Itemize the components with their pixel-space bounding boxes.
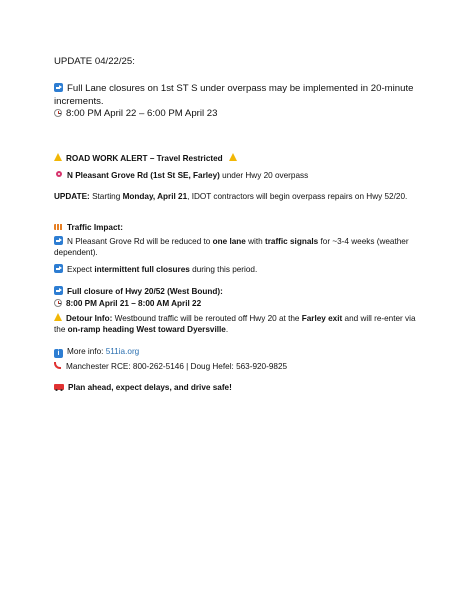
location-detail: under Hwy 20 overpass — [222, 171, 309, 180]
impact-one-lane: one lane — [212, 237, 246, 246]
update-day: Monday, April 21 — [122, 192, 188, 201]
hwy-time: 8:00 PM April 21 – 8:00 AM April 22 — [66, 299, 202, 308]
hwy-title: Full closure of Hwy 20/52 (West Bound): — [67, 287, 223, 296]
impact-text: for ~3-4 weeks (weather dependent). — [54, 237, 409, 257]
right-arrow-icon — [54, 236, 63, 245]
impact-line-1 — [54, 236, 424, 258]
warning-icon — [54, 153, 62, 161]
construction-icon — [54, 224, 63, 230]
hwy-time-row — [54, 299, 424, 310]
detour-text: . — [225, 324, 229, 334]
impact-text: Expect — [67, 265, 93, 274]
pin-icon — [56, 171, 62, 177]
truck-icon — [54, 384, 64, 390]
impact-line-2 — [54, 264, 424, 276]
clock-icon — [54, 109, 62, 117]
impact-text: N Pleasant Grove Rd will be reduced to — [67, 237, 211, 246]
detour-ramp: on-ramp heading West toward Dyersville — [67, 324, 226, 334]
closing-text: Plan ahead, expect delays, and drive safe! — [68, 383, 232, 392]
hwy-title-row — [54, 286, 424, 298]
right-arrow-icon — [54, 264, 63, 273]
impact-closures: intermittent full closures — [94, 265, 190, 274]
impact-title: Traffic Impact: — [67, 223, 123, 232]
detour-label: Detour Info: — [66, 314, 113, 323]
impact-title-row — [54, 223, 424, 234]
alert-location — [54, 171, 424, 182]
impact-signals: traffic signals — [264, 237, 319, 246]
update-label: UPDATE: — [54, 192, 90, 201]
detour-paragraph — [54, 313, 424, 335]
clock-icon — [54, 299, 62, 307]
closure-line: Full Lane closures on 1st ST S under overpass may be implemented in 20-minute increments. — [54, 83, 414, 107]
right-arrow-icon — [54, 83, 63, 92]
warning-icon — [229, 153, 237, 161]
alert-title-row — [54, 153, 424, 165]
update-paragraph — [54, 192, 424, 203]
right-arrow-icon — [54, 286, 63, 295]
location-name: N Pleasant Grove Rd (1st St SE, Farley) — [67, 171, 220, 180]
info-link[interactable]: 511ia.org — [105, 347, 140, 356]
update-header: UPDATE 04/22/25: — [54, 56, 135, 67]
phone-numbers: Manchester RCE: 800-262-5146 | Doug Hefel: 563-920-9825 — [66, 362, 288, 371]
impact-text: during this period. — [192, 265, 258, 274]
more-info-label: More info: — [67, 347, 104, 356]
closing-row — [54, 383, 424, 394]
detour-text: and will re-enter via the — [54, 314, 416, 334]
more-info-row — [54, 347, 424, 358]
closure-notice — [54, 83, 424, 108]
phone-icon — [54, 362, 62, 370]
update-text-2: , IDOT contractors will begin overpass repairs on Hwy 52/20. — [187, 192, 408, 201]
detour-exit: Farley exit — [301, 314, 343, 323]
update-text: Starting — [92, 192, 121, 201]
detour-text: Westbound traffic will be rerouted off Hwy 20 at the — [114, 314, 300, 323]
warning-icon — [54, 313, 62, 321]
closure-time-row — [54, 108, 424, 121]
alert-title: ROAD WORK ALERT – Travel Restricted — [66, 154, 223, 163]
impact-text: with — [248, 237, 263, 246]
closure-time: 8:00 PM April 22 – 6:00 PM April 23 — [66, 108, 218, 119]
phone-row — [54, 362, 424, 373]
info-icon: i — [54, 349, 63, 358]
